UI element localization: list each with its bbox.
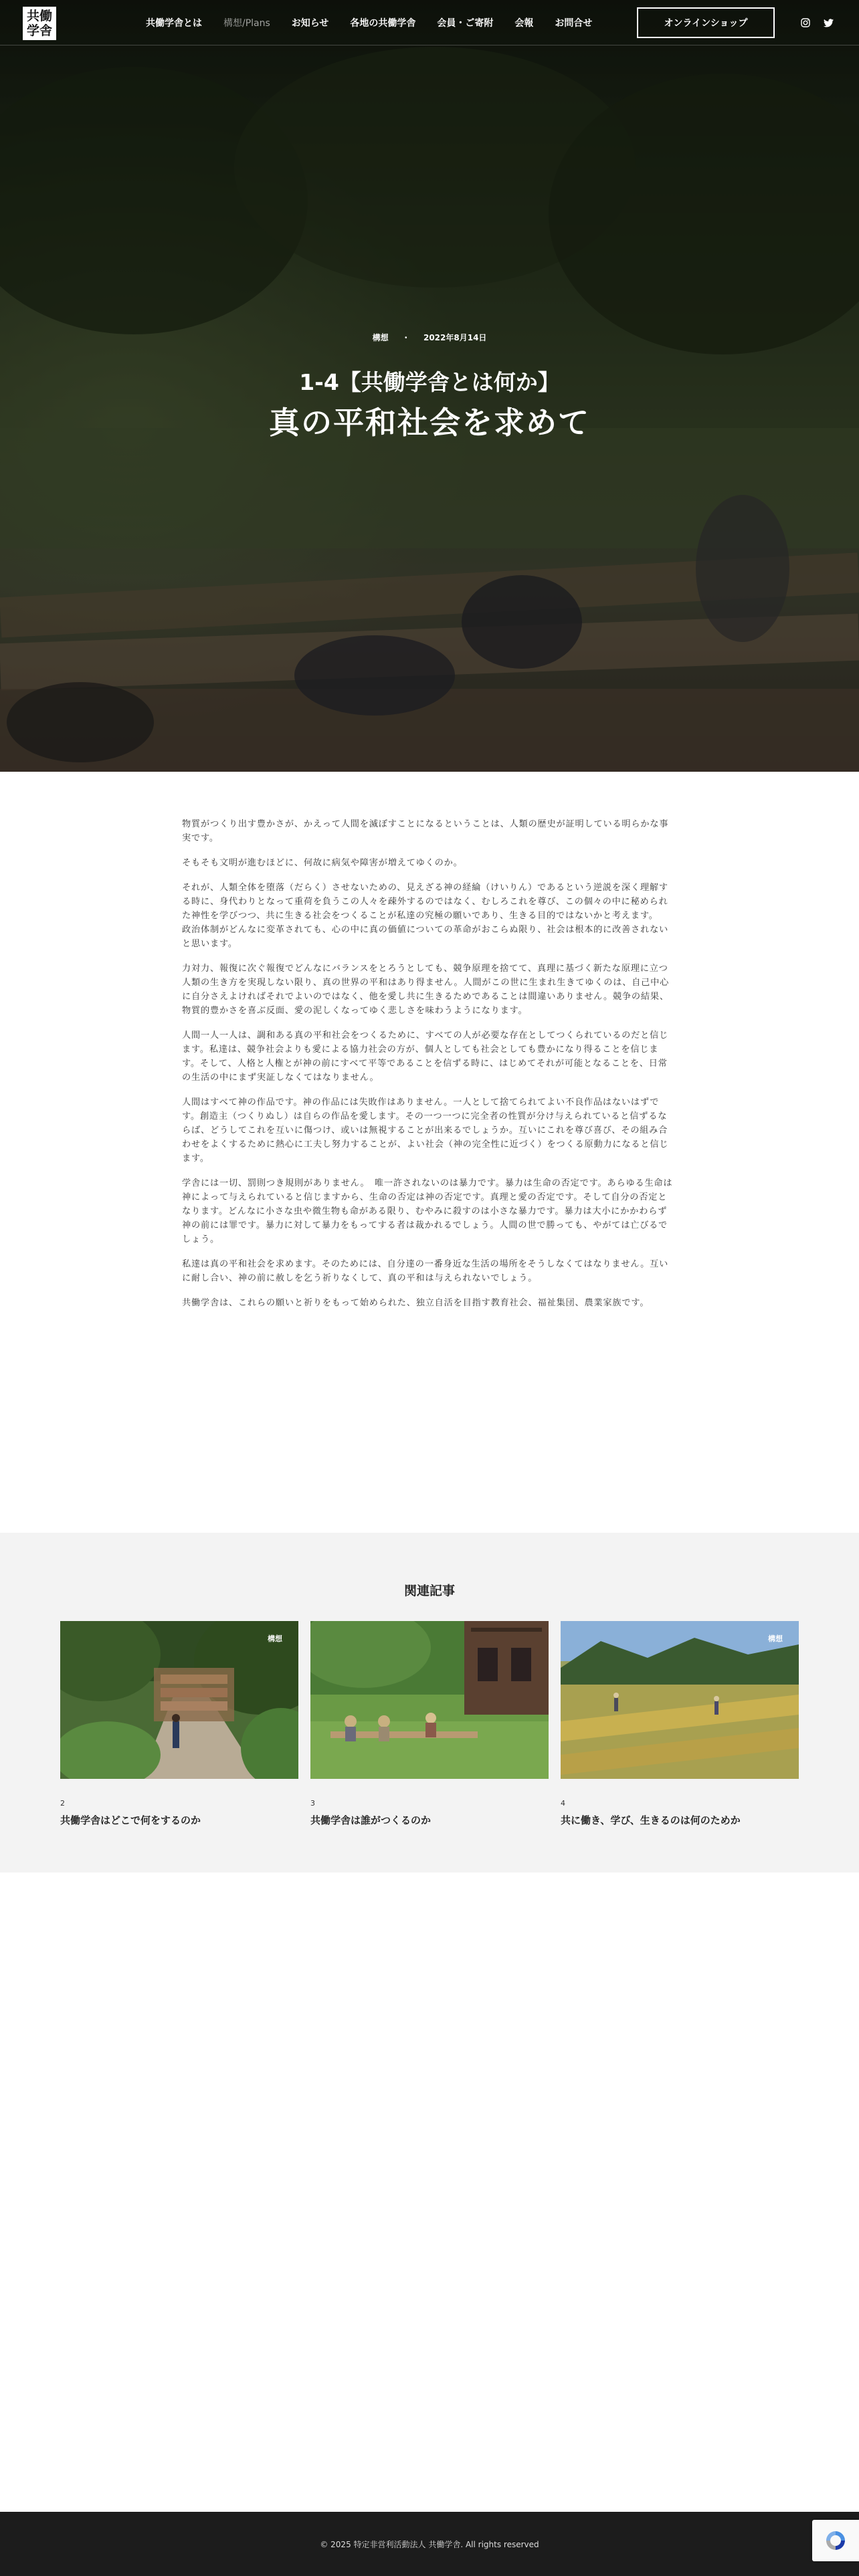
post-date: 2022年8月14日 [423,333,487,342]
nav-item-plans[interactable]: 構想/Plans [223,18,270,29]
article-paragraph: そもそも文明が進むほどに、何故に病気や障害が増えてゆくのか。 [182,858,463,868]
article-paragraph: 物質がつくり出す豊かさが、かえって人間を滅ぼすことになるということは、人類の歴史が証明している明らかな事実です。 [182,819,669,843]
site-footer [0,2512,859,2576]
card-thumbnail [310,1621,549,1779]
meta-separator: ・ [401,333,410,342]
nav-item-membership[interactable]: 会員・ご寄附 [437,18,494,29]
related-card[interactable] [310,1621,549,1827]
article-paragraph: 力対力、報復に次ぐ報復でどんなにバランスをとろうとしても、競争原理を捨てて、真理に基づく新たな原理に立つ人類の生き方を実現しない限り、真の世界の平和はあり得ません。人間がこの世に生まれ生きてゆくのは、自己中心に自分さえよければそれでよいのではなく、他を愛し共に生きるためであることは間違いありません。競争の結果、物質的豊かさを喜ぶ反面、愛の泥しくなってゆく悲しさを味わうようになります。 [182,964,670,1016]
copyright-text: © 2025 特定非営利活動法人 共働学舎. All rights reserved [320,2539,539,2549]
related-articles-section [0,1533,859,1872]
nav-item-bulletin[interactable]: 会報 [514,18,534,29]
related-card[interactable] [60,1621,298,1827]
instagram-icon[interactable] [799,16,812,29]
post-subtitle: 1-4【共働学舎とは何か】 [299,369,560,395]
nav-item-about[interactable]: 共働学舎とは [146,18,202,29]
article-paragraph: それが、人類全体を堕落（だらく）させないための、見えざる神の経綸（けいりん）であるという逆説を深く理解する時に、身代わりとなって重荷を負うこの人々を疎外するのではなく、むしろこれを尊び、この個々の中に秘められた神性を学びつつ、共に生きる社会をつくることが私達の究極の願いであり、生きる目的ではないかと考えます。 [182,883,668,921]
article-paragraph: 人間はすべて神の作品です。神の作品には失敗作はありません。一人として捨てられてよい不良作品はないはずです。創造主（つくりぬし）は自らの作品を愛します。その一つ一つに完全者の性質が分け与えられていると信ずるならば、どうしてこれを互いに傷つけ、或いは無視することが出来るでしょうか。互いにこれを尊び喜び、その組み合わせをよくするために熱心に工夫し努力することが、よい社会（神の完全性に近づく）をつくる原動力になると信じます。 [182,1097,669,1164]
logo-line-2: 学舎 [26,23,52,38]
hero-section [0,0,859,772]
card-thumbnail [561,1621,799,1779]
card-title: 共働学舎は誰がつくるのか [310,1814,432,1826]
related-card[interactable] [561,1621,799,1827]
card-number: 3 [310,1799,315,1808]
site-logo[interactable] [23,7,56,40]
article-paragraph: 政治体制がどんなに変革されても、心の中に真の価値についての革命がおこらぬ限り、社会は根本的に改善されないと思います。 [182,925,669,949]
nav-item-news[interactable]: お知らせ [291,18,329,29]
post-category[interactable]: 構想 [372,333,389,342]
recaptcha-badge[interactable] [812,2520,859,2561]
main-nav [146,0,592,45]
article-paragraph: 学舎には一切、罰則つき規則がありません。 唯一許されないのは暴力です。暴力は生命の否定です。あらゆる生命は神によって与えられていると信じますから、生命の否定は神の否定です。真理と愛の否定です。そして自分の否定となります。どんなに小さな虫や微生物も命がある限り、むやみに殺すのは小さな暴力です。暴力は大小にかかわらず神の前には罪です。暴力に対して暴力をもってする者は裁かれるでしょう。人間の世で勝っても、やがては亡びるでしょう。 [182,1178,673,1245]
nav-item-locations[interactable]: 各地の共働学舎 [350,18,416,29]
online-shop-button[interactable]: オンラインショップ [637,7,775,38]
page-title: 真の平和社会を求めて [269,405,590,441]
recaptcha-icon [824,2529,848,2553]
card-title: 共働学舎はどこで何をするのか [60,1814,201,1826]
nav-item-contact[interactable]: お問合せ [555,18,593,29]
card-title: 共に働き、学び、生きるのは何のためか [561,1814,741,1826]
card-badge: 構想 [768,1634,783,1643]
card-number: 4 [561,1799,565,1808]
twitter-icon[interactable] [822,16,835,29]
logo-line-1: 共働 [26,9,52,23]
card-number: 2 [60,1799,65,1808]
related-title: 関連記事 [403,1584,455,1598]
card-thumbnail [60,1621,298,1779]
article-paragraph: 人間一人一人は、調和ある真の平和社会をつくるために、すべての人が必要な存在としてつくられているのだと信じます。私達は、競争社会よりも愛による協力社会の方が、個人としても社会としても豊かになり得ることを信じます。そして、人格と人権とが神の前にすべて平等であることを信ずる時に、はじめてそれが可能となることを、日常の生活の中にまず実証しなくてはなりません。 [182,1031,669,1083]
article-paragraph: 共働学舎は、これらの願いと祈りをもって始められた、独立自活を目指す教育社会、福祉集団、農業家族です。 [182,1298,650,1308]
article-paragraph: 私達は真の平和社会を求めます。そのためには、自分達の一番身近な生活の場所をそうしなくてはなりません。互いに耐し合い、神の前に赦しを乞う祈りなくして、真の平和は与えられないでしょう。 [182,1259,669,1283]
site-header [0,0,859,45]
article-body [182,817,674,1321]
post-meta [0,332,859,343]
card-badge: 構想 [268,1634,282,1643]
